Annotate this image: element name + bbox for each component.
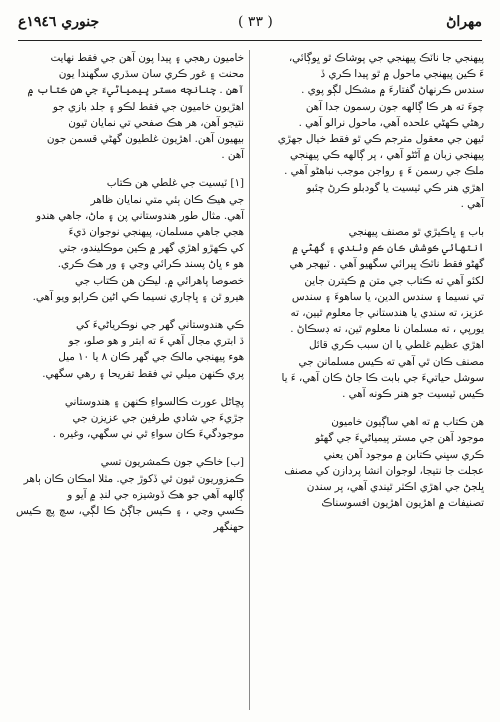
paragraph: ڪي هندوستاني گهر جي نوڪرياڻيءَ کي ڌ ابتري مجال آهي ءَ ته ابتر و هو صلو، جو هوء پيهنجي مالڪ جي گهر ڪان ۸ يا ۱۰ ميل پري ڪنهن ميلي تي فقط تفريحا ۽ رهي سگهي. [42,319,244,380]
paragraph: [ب] خاڪي جون ڪمشريون تسي ڪمزوريون ٿيون ٿي ڏکوڙ جي. مثلا امڪان ڪان ٻاهر ڳالهه آهي جو هڪ ڏوشيزه جي لنڊ ۾ آيو و ڪسي وڃي ، ۽ ڪيس جاڳڻ ڪا لڳي، سچ پچ ڪيس حهنگهر [16,456,244,534]
page-number: ( ٣٣ ) [238,14,273,30]
issue-date: جنوري ١٩٤٦ع [18,14,100,30]
column-divider [249,50,250,710]
paragraph: [۱] ٽيسيت جي غلطي هن ڪتاب جي هيڪ ڪان ٻئي متي نمايان ظاهر آهي. مثال طور هندوستاني پن ۽ ماڻ، جاهي هندو هجي جاهي مسلمان، پيهنجي نوجوان ڌيءَ کي ڪهڙو اهڙي گهر ۾ ڪين موڪليندو، جتي هو ء ڀاڻ پسند ڪرائي وڃي ۽ ور هڪ ڪري. خصوصا پاهرائي ۾. ليڪن هن ڪتاب جي هيرو ٿن ۽ ڀاڄاري نسيما ڪي اڻين ڪراٻو ويو آهي. [32,177,244,303]
paragraph: پيهنجي جا ناٽڪ پيهنجي جي پوشاڪ ٿو ڀوڳائي، ءَ ڪين پيهنجي ماحول ۾ ٿو پيدا ڪري ڏ سندس ڪرنهاڻ گفتارءَ ۾ مشڪل لڳو پوي . چوءَ ته هر ڪا ڳالهه جون رسمون جدا آهن رهڻي ڪهڻي علحده آهي، ماحول نرالو آهي . ئيهن جي معقول مترجم ڪي ٿو فقط خيال جهڙي پيهنجي زبان ۾ آڻڻو آهي ، پر ڳالهه ڪي پيهنجي ملڪ جي رسمن ءَ ۽ رواجن موجب نباهڻو آهي . اهڙي هنر ڪي ٽيسيت يا گودبلو ڪرڻ چئبو آهي . [277,52,484,210]
right-column [256,50,484,517]
paragraph: خاميون رهجي ۽ پيدا پون آهن جي فقط نهايت محنت ۽ غور ڪري سان سڌري سگهندا يون آهن . چنانچه مستر پيمياڻيءَ جي هن ڪتاب ۾ اهڙيون خاميون جي فقط لڪو ۽ جلد بازي جو نتيجو آهن، هر هڪ صفحي تي نمايان ٿيون بيهيون آهن. اهڙيون غلطيون گهڻي قسمن جون آهن . [27,52,244,162]
header-rule [18,40,482,41]
paragraph: باب ۽ ڀاڪيڙي ٿو مصنف پيهنجي انتهائي ڪوشش ڪان ڪم وٺندي ۽ گهڻي ۾ گهڻو فقط ناٽڪ ڀيرائي سگهيو آهي . ٽيهجر هي لکئو آهي ته ڪتاب جي متن ۾ ڪيترن جاين تي نسيما ۽ سندس الدين، يا ساهوءَ ۽ سندس عزيز، ته سندي يا هندستاني جا معلوم ٿيين، ته يورپي ، ته مسلمان نا معلوم ٿين، ته ڊسڪاڻ . اهڙي عظيم غلطي يا ان سبب ڪري قائل مصنف ڪان ٿي آهي ته ڪيس مسلمانن جي سوشل حياتيءَ جي بابت ڪا جاڻ ڪان آهي، ءَ يا ڪيس ٽيسيت جو هنر ڪونه آهي . [281,226,484,401]
paragraph: هن ڪتاب ۾ ته اهي ساڳيون خاميون موجود آهن جي مستر پيمياڻيءَ جي گهڻو ڪري سڀني ڪتابن ۾ موجود آهن يعني عجلت جا نتيجا، لوجوان انشا پردازن کي مصنف ڀلجڻ جي اهڙي اڪثر ٿيندي آهي، پر سندن تصنيفات ۾ اهڙيون اهڙيون افسوسناڪ [284,416,484,510]
page-header [18,10,482,42]
magazine-title: مهراڻ [446,14,482,30]
left-column [16,50,244,541]
paragraph: پڇاڻل عورت ڪالسواءِ ڪنهن ۽ هندوستاني جڙيءَ جي شادي طرفين جي عزيزن جي موجودگيءَ ڪان سواءِ ٿي ني سگهي، وغيره . [52,395,244,441]
